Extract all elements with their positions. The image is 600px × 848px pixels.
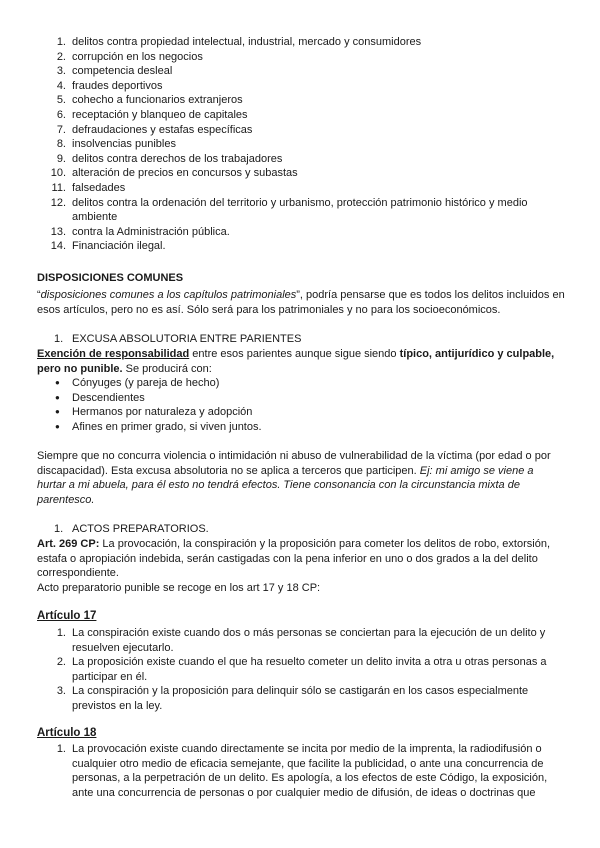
actos-note: Acto preparatorio punible se recoge en los art 17 y 18 CP:: [37, 582, 321, 594]
excusa-lead-paragraph: Exención de responsabilidad entre esos parientes aunque sigue siendo típico, antijurídico y culpable, pero no punible. Se producirá con:: [37, 348, 555, 375]
list-item: 1. La conspiración existe cuando dos o más personas se conciertan para la ejecución de un delito y resuelven ejecutarlo.: [56, 627, 546, 654]
excusa-bullet-list: [0, 376, 600, 434]
articulo-18-list: [0, 742, 600, 800]
list-item: ● Hermanos por naturaleza y adopción: [0, 405, 600, 420]
list-item: 3. competencia desleal: [56, 65, 173, 78]
list-item: ● Descendientes: [0, 391, 600, 406]
list-item: 3. La conspiración y la proposición para delinquir sólo se castigarán en los casos especialmente previstos en la ley.: [56, 685, 529, 712]
list-item: 9. delitos contra derechos de los trabajadores: [56, 152, 283, 165]
disposiciones-paragraph: “disposiciones comunes a los capítulos patrimoniales”, podría pensarse que es todos los delitos incluidos en esos artículos, pero no es así. Sólo será para los patrimoniales y no para los socioeconómicos.: [37, 289, 565, 316]
crimes-list: [0, 35, 600, 254]
list-item: 13. contra la Administración pública.: [50, 225, 230, 238]
list-item: 6. receptación y blanqueo de capitales: [56, 108, 248, 121]
articulo-17-list: [0, 626, 600, 714]
list-item: 7. defraudaciones y estafas específicas: [56, 123, 253, 136]
list-item: 14. Financiación ilegal.: [50, 240, 166, 253]
list-item: 2. corrupción en los negocios: [56, 50, 203, 63]
list-item: 8. insolvencias punibles: [56, 138, 176, 151]
section-heading-disposiciones: DISPOSICIONES COMUNES: [37, 272, 184, 284]
excusa-detail-paragraph: Siempre que no concurra violencia o intimidación ni abuso de vulnerabilidad de la víctima (por edad o por discapacidad). Esta excusa absolutoria no se aplica a terceros que participen. Ej: mi amigo se viene a hurtar a mi abuela, para él esto no tendrá efectos. Tiene consonancia con la circunstancia mixta de parentesco.: [37, 450, 551, 506]
list-item: 11. falsedades: [51, 181, 126, 194]
list-item: 4. fraudes deportivos: [56, 79, 163, 92]
articulo-18-title: Artículo 18: [37, 727, 97, 739]
articulo-17-title: Artículo 17: [37, 610, 97, 622]
list-item: 10. alteración de precios en concursos y subastas: [50, 167, 298, 180]
subsection-excusa: 1. EXCUSA ABSOLUTORIA ENTRE PARIENTES: [54, 333, 302, 345]
art-269-paragraph: Art. 269 CP: La provocación, la conspiración y la proposición para cometer los delitos de robo, extorsión, estafa o apropiación indebida, serán castigadas con la pena inferior en uno o dos grados a la del delito correspondiente.: [37, 538, 550, 580]
list-item: 12. delitos contra la ordenación del territorio y urbanismo, protección patrimonio histórico y medio ambiente: [50, 196, 528, 224]
list-item: 1. La provocación existe cuando directamente se incita por medio de la imprenta, la radiodifusión o cualquier otro medio de eficacia semejante, que facilite la publicidad, o ante una concurrencia de personas, a la perpetración de un delito. Es apología, a los efectos de este Código, la exposición, ante una concurrencia de personas o por cualquier medio de difusión, de ideas o doctrinas que: [56, 743, 548, 799]
list-item: 2. La proposición existe cuando el que ha resuelto cometer un delito invita a otra u otras personas a participar en él.: [56, 656, 547, 683]
list-item: ● Cónyuges (y pareja de hecho): [0, 376, 600, 391]
list-item: 1. delitos contra propiedad intelectual, industrial, mercado y consumidores: [56, 36, 422, 48]
subsection-actos: 1. ACTOS PREPARATORIOS.: [54, 523, 209, 535]
list-item: ● Afines en primer grado, si viven juntos.: [0, 420, 600, 435]
list-item: 5. cohecho a funcionarios extranjeros: [56, 94, 243, 107]
